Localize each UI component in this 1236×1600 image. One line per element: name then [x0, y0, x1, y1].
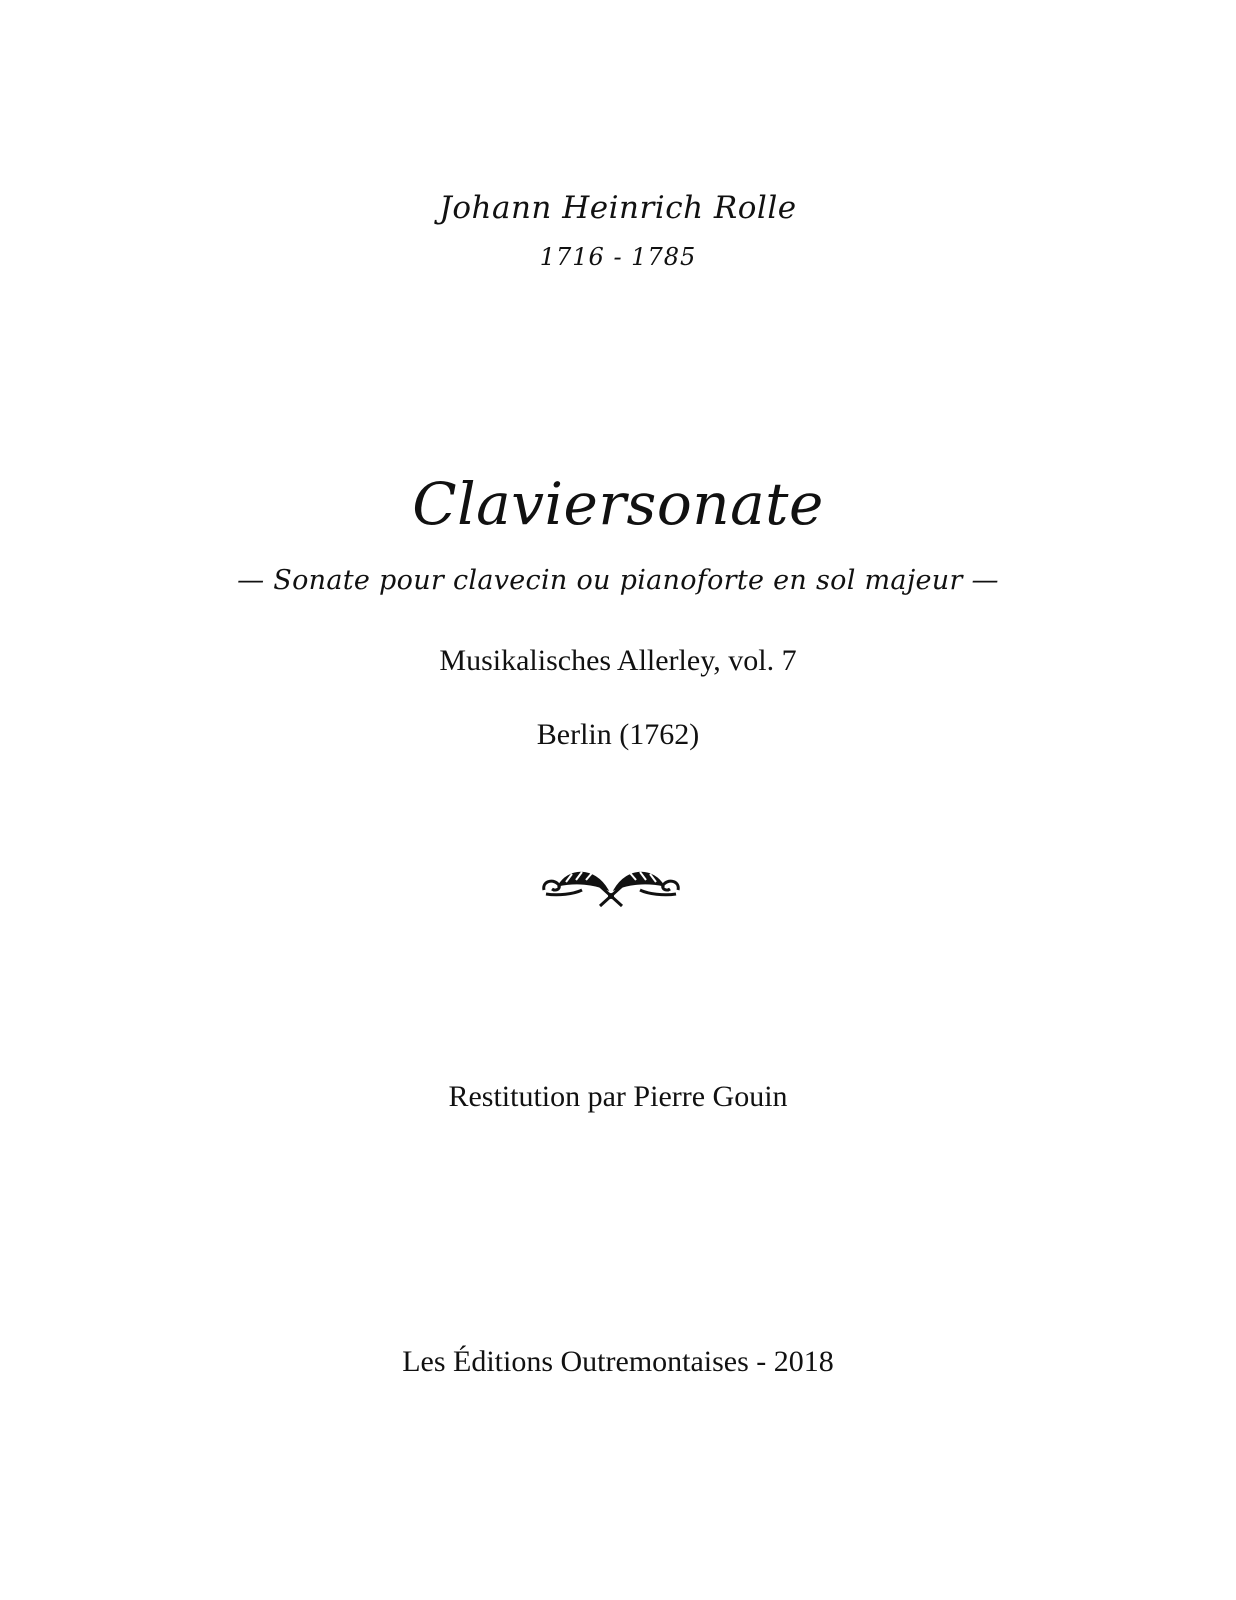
composer-name: Johann Heinrich Rolle [439, 190, 797, 226]
work-title: Claviersonate [412, 470, 824, 538]
leaf-fleuron-icon [538, 860, 684, 912]
editor-credit: Restitution par Pierre Gouin [448, 1080, 788, 1113]
composer-dates: 1716 - 1785 [539, 243, 697, 271]
publisher-credit: Les Éditions Outremontaises - 2018 [402, 1345, 834, 1378]
collection-reference: Musikalisches Allerley, vol. 7 [439, 644, 797, 677]
place-and-year: Berlin (1762) [536, 718, 700, 751]
work-subtitle: — Sonate pour clavecin ou pianoforte en sol majeur — [237, 565, 999, 596]
